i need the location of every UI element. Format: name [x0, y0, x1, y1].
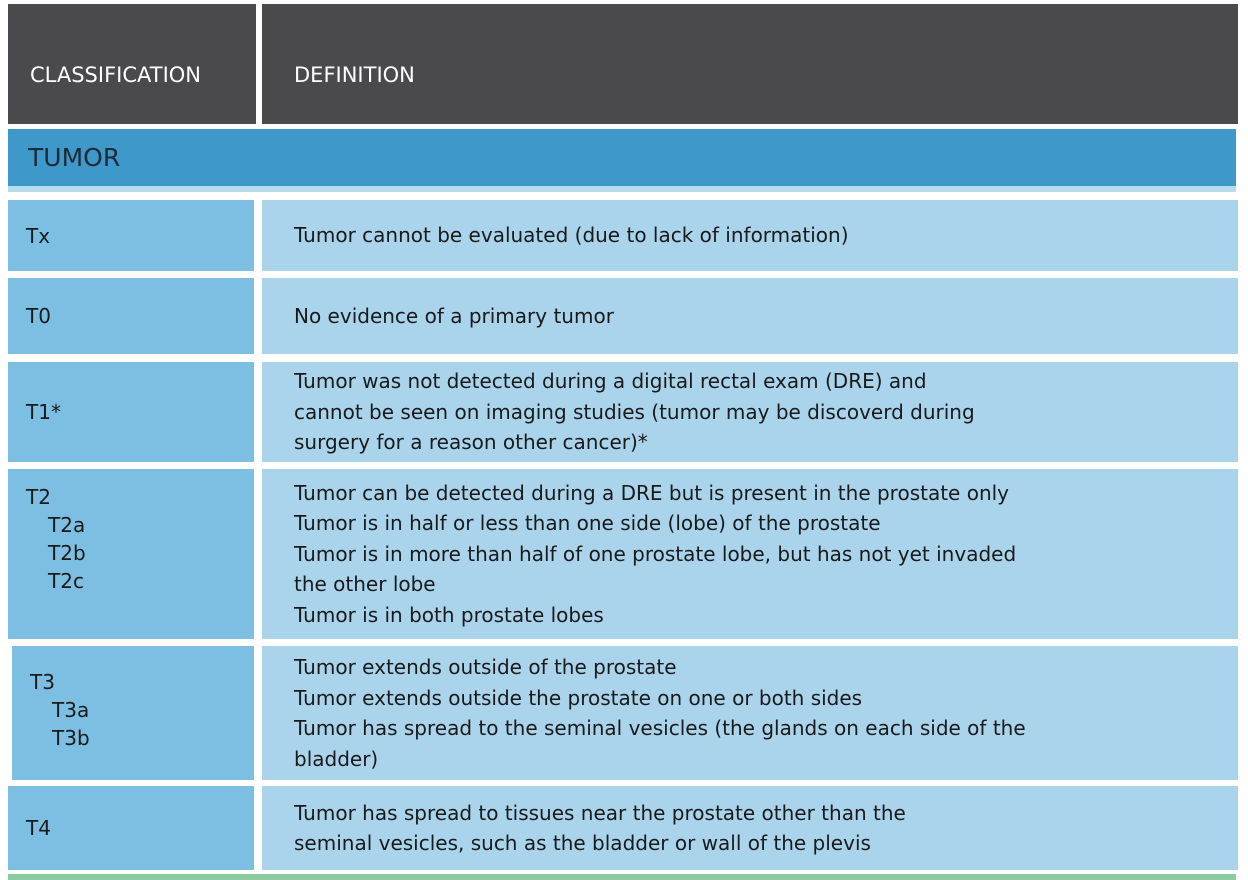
subclassification-label: T2b — [48, 541, 86, 565]
classification-label: T1* — [26, 400, 61, 424]
header-classification — [8, 4, 256, 124]
definition-line: Tumor has spread to the seminal vesicles (the glands on each side of the — [294, 716, 1026, 740]
classification-cell — [8, 362, 254, 462]
definition-line: Tumor is in both prostate lobes — [294, 602, 604, 627]
definition-line: cannot be seen on imaging studies (tumor may be discoverd during — [294, 399, 975, 424]
classification-label: T0 — [26, 304, 51, 328]
classification-label: T2 — [26, 485, 51, 509]
table-row — [8, 278, 1238, 354]
definition-line: No evidence of a primary tumor — [294, 303, 614, 328]
subclassification-label: T2a — [48, 513, 86, 537]
classification-label: T3 — [30, 670, 55, 694]
header-definition — [262, 4, 1238, 124]
definition-line: Tumor is in half or less than one side (lobe) of the prostate — [294, 511, 881, 536]
classification-cell — [8, 786, 254, 870]
definition-line: Tumor extends outside the prostate on one or both sides — [294, 685, 863, 710]
table-row — [8, 469, 1238, 639]
section-title: TUMOR — [28, 143, 121, 172]
subclassification-label: T2c — [48, 569, 84, 593]
definition-cell — [262, 362, 1238, 462]
header-definition-label: DEFINITION — [294, 62, 415, 87]
table-header — [8, 4, 1238, 124]
definition-line: Tumor extends outside of the prostate — [294, 655, 677, 679]
table-row — [8, 646, 1238, 780]
subclassification-label: T3a — [52, 698, 90, 722]
definition-line: Tumor has spread to tissues near the prostate other than the — [294, 800, 906, 825]
definition-line: Tumor was not detected during a digital rectal exam (DRE) and — [294, 369, 927, 394]
classification-cell — [8, 200, 254, 271]
classification-cell — [8, 469, 254, 639]
classification-label: T4 — [26, 816, 51, 840]
definition-cell — [262, 200, 1238, 271]
classification-label: Tx — [26, 223, 51, 248]
definition-cell — [262, 786, 1238, 870]
definition-line: the other lobe — [294, 572, 436, 597]
definition-cell — [262, 278, 1238, 354]
classification-cell — [12, 646, 254, 780]
definition-line: Tumor cannot be evaluated (due to lack of information) — [294, 223, 849, 248]
table-row — [8, 362, 1238, 462]
definition-cell — [262, 646, 1238, 780]
subclassification-label: T3b — [52, 726, 90, 750]
definition-line: seminal vesicles, such as the bladder or wall of the plevis — [294, 831, 871, 855]
section-tumor — [8, 129, 1236, 186]
definition-line: surgery for a reason other cancer)* — [294, 430, 648, 455]
definition-cell — [262, 469, 1238, 639]
header-classification-label: CLASSIFICATION — [30, 62, 201, 87]
section-divider — [8, 186, 1236, 192]
classification-cell — [8, 278, 254, 354]
definition-line: bladder) — [294, 746, 379, 771]
definition-line: Tumor is in more than half of one prostate lobe, but has not yet invaded — [294, 541, 1017, 566]
table-row — [8, 786, 1238, 870]
definition-line: Tumor can be detected during a DRE but is present in the prostate only — [294, 480, 1010, 505]
next-section-edge — [8, 874, 1236, 880]
table-row — [8, 200, 1238, 271]
